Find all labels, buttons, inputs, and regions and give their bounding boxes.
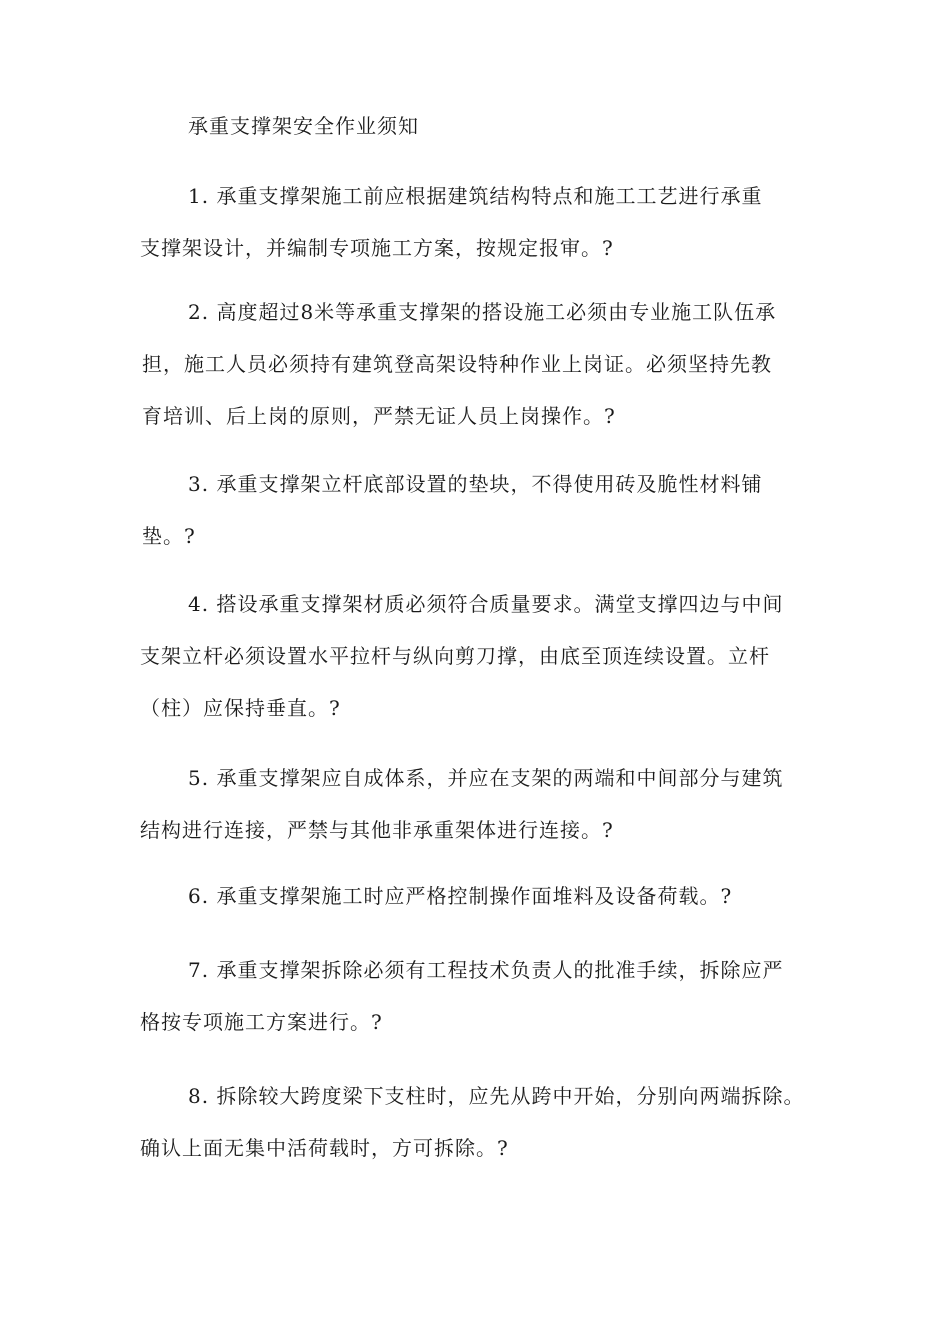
list-item bbox=[140, 1070, 840, 1174]
list-item bbox=[140, 578, 840, 734]
item-3-line-2: 垫。? bbox=[142, 524, 196, 548]
item-8-line-1: 8. 拆除较大跨度梁下支柱时，应先从跨中开始，分别向两端拆除。 bbox=[188, 1084, 805, 1108]
list-item bbox=[140, 170, 840, 274]
item-2-line-1: 2. 高度超过8米等承重支撑架的搭设施工必须由专业施工队伍承 bbox=[188, 300, 777, 324]
item-1-line-2: 支撑架设计，并编制专项施工方案，按规定报审。? bbox=[140, 236, 614, 260]
document-title: 承重支撑架安全作业须知 bbox=[188, 114, 419, 138]
item-1-line-1: 1. 承重支撑架施工前应根据建筑结构特点和施工工艺进行承重 bbox=[188, 184, 763, 208]
item-7-line-2: 格按专项施工方案进行。? bbox=[140, 1010, 383, 1034]
item-7-line-1: 7. 承重支撑架拆除必须有工程技术负责人的批准手续，拆除应严 bbox=[188, 958, 784, 982]
list-item bbox=[140, 286, 840, 442]
list-item bbox=[140, 944, 840, 1048]
item-5-line-1: 5. 承重支撑架应自成体系，并应在支架的两端和中间部分与建筑 bbox=[188, 766, 784, 790]
item-4-line-2: 支架立杆必须设置水平拉杆与纵向剪刀撑，由底至顶连续设置。立杆 bbox=[140, 644, 770, 668]
item-3-line-1: 3. 承重支撑架立杆底部设置的垫块，不得使用砖及脆性材料铺 bbox=[188, 472, 763, 496]
item-8-line-2: 确认上面无集中活荷载时，方可拆除。? bbox=[140, 1136, 509, 1160]
list-item bbox=[140, 458, 840, 562]
item-4-line-3: （柱）应保持垂直。? bbox=[140, 696, 341, 720]
list-item bbox=[140, 752, 840, 856]
item-2-line-3: 育培训、后上岗的原则，严禁无证人员上岗操作。? bbox=[142, 404, 616, 428]
item-4-line-1: 4. 搭设承重支撑架材质必须符合质量要求。满堂支撑四边与中间 bbox=[188, 592, 784, 616]
item-6-line-1: 6. 承重支撑架施工时应严格控制操作面堆料及设备荷载。? bbox=[188, 884, 733, 908]
list-item bbox=[140, 870, 840, 922]
item-2-line-2: 担，施工人员必须持有建筑登高架设特种作业上岗证。必须坚持先教 bbox=[142, 352, 772, 376]
item-5-line-2: 结构进行连接，严禁与其他非承重架体进行连接。? bbox=[140, 818, 614, 842]
